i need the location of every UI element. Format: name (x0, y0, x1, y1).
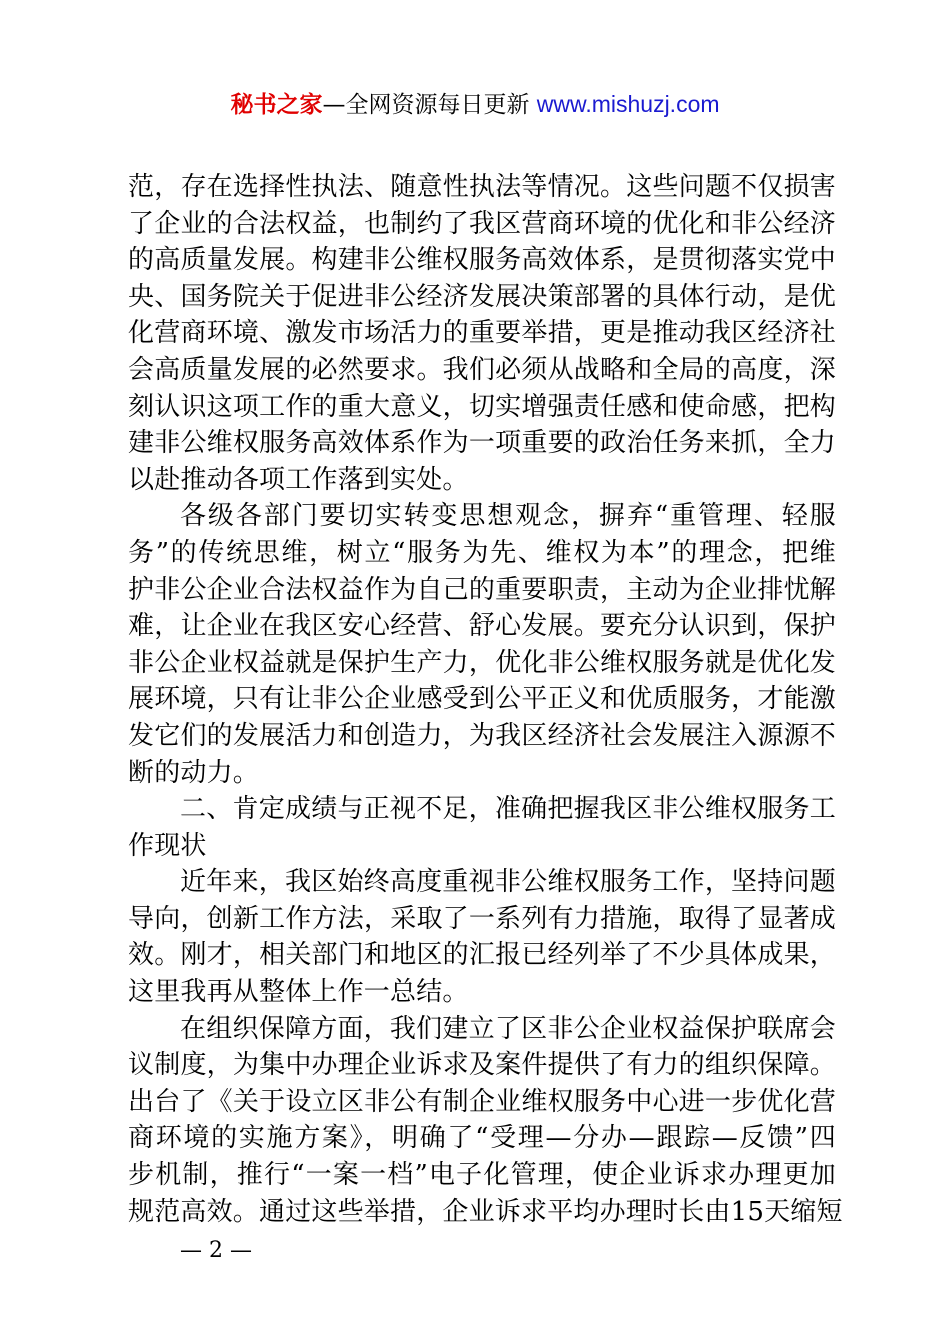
text-line: 难，让企业在我区安心经营、舒心发展。要充分认识到，保护 (128, 611, 836, 642)
text-line: 出台了《关于设立区非公有制企业维权服务中心进一步优化营 (128, 1086, 836, 1117)
text-line: 央、国务院关于促进非公经济发展决策部署的具体行动，是优 (128, 281, 836, 312)
text-line: 议制度，为集中办理企业诉求及案件提供了有力的组织保障。 (128, 1050, 836, 1081)
text-line: 发它们的发展活力和创造力，为我区经济社会发展注入源源不 (128, 720, 836, 751)
site-slogan: —全网资源每日更新 (322, 92, 530, 118)
text-line: 范，存在选择性执法、随意性执法等情况。这些问题不仅损害 (128, 172, 836, 202)
page-number: — 2 — (180, 1238, 252, 1263)
text-line: 断的动力。 (128, 757, 260, 788)
text-line: 商环境的实施方案》，明确了“受理—分办—跟踪—反馈”四 (128, 1123, 836, 1154)
text-line: 护非公企业合法权益作为自己的重要职责，主动为企业排忧解 (128, 574, 836, 605)
text-line: 导向，创新工作方法，采取了一系列有力措施，取得了显著成 (128, 903, 836, 934)
site-url-link[interactable]: www.mishuzj.com (536, 91, 720, 117)
text-line: 了企业的合法权益，也制约了我区营商环境的优化和非公经济 (128, 208, 836, 239)
text-line: 近年来，我区始终高度重视非公维权服务工作，坚持问题 (180, 867, 836, 898)
text-line: 规范高效。通过这些举措，企业诉求平均办理时长由15天缩短 (128, 1196, 843, 1227)
text-line: 效。刚才，相关部门和地区的汇报已经列举了不少具体成果， (128, 940, 836, 971)
text-line: 在组织保障方面，我们建立了区非公企业权益保护联席会 (180, 1013, 836, 1044)
text-line: 各级各部门要切实转变思想观念，摒弃“重管理、轻服 (180, 501, 836, 532)
text-line: 非公企业权益就是保护生产力，优化非公维权服务就是优化发 (128, 647, 836, 678)
text-line: 的高质量发展。构建非公维权服务高效体系，是贯彻落实党中 (128, 245, 836, 276)
text-line: 化营商环境、激发市场活力的重要举措，更是推动我区经济社 (128, 318, 836, 349)
site-banner (0, 88, 950, 121)
text-line: 以赴推动各项工作落到实处。 (128, 464, 469, 495)
text-line: 展环境，只有让非公企业感受到公平正义和优质服务，才能激 (128, 684, 836, 715)
section-heading-line: 二、肯定成绩与正视不足，准确把握我区非公维权服务工 (180, 794, 836, 825)
text-line: 务”的传统思维，树立“服务为先、维权为本”的理念，把维 (128, 537, 836, 568)
text-line: 这里我再从整体上作一总结。 (128, 977, 469, 1008)
site-brand: 秘书之家 (230, 92, 323, 118)
text-line: 会高质量发展的必然要求。我们必须从战略和全局的高度，深 (128, 354, 836, 385)
text-line: 刻认识这项工作的重大意义，切实增强责任感和使命感，把构 (128, 391, 836, 422)
section-heading-line: 作现状 (128, 830, 207, 861)
text-line: 步机制，推行“一案一档”电子化管理，使企业诉求办理更加 (128, 1160, 836, 1191)
document-body (128, 169, 843, 1230)
text-line: 建非公维权服务高效体系作为一项重要的政治任务来抓，全力 (128, 428, 836, 459)
